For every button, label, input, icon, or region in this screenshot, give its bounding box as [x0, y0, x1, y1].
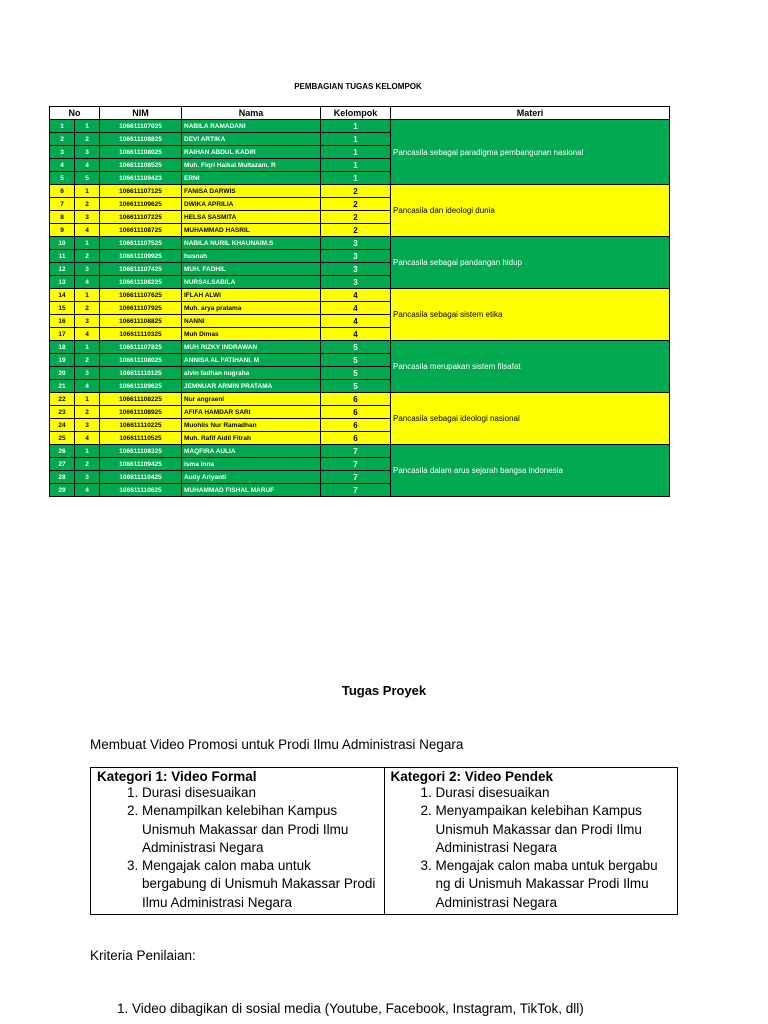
cell-no: 4 — [50, 159, 75, 172]
cell-sub: 4 — [75, 432, 100, 445]
criteria-list — [90, 1001, 584, 1016]
cell-kelompok: 5 — [321, 380, 391, 393]
cell-sub: 3 — [75, 471, 100, 484]
cell-kelompok: 2 — [321, 211, 391, 224]
cell-nama: isma inna — [182, 458, 321, 471]
cell-nim: 106611108325 — [100, 445, 182, 458]
table-row — [50, 120, 670, 133]
cell-kelompok: 3 — [321, 263, 391, 276]
cell-kelompok: 7 — [321, 484, 391, 497]
cell-nama: NABILA RAMADANI — [182, 120, 321, 133]
cell-nama: HELSA SASMITA — [182, 211, 321, 224]
cell-nim: 106611109423 — [100, 172, 182, 185]
cell-kelompok: 4 — [321, 289, 391, 302]
cell-kelompok: 3 — [321, 250, 391, 263]
cell-sub: 1 — [75, 393, 100, 406]
cell-sub: 1 — [75, 120, 100, 133]
category-2-list — [391, 784, 672, 912]
cell-no: 29 — [50, 484, 75, 497]
cell-sub: 2 — [75, 302, 100, 315]
cell-nama: RAIHAN ABDUL KADIR — [182, 146, 321, 159]
cell-nama: DWIKA APRILIA — [182, 198, 321, 211]
cell-kelompok: 4 — [321, 328, 391, 341]
cell-kelompok: 6 — [321, 393, 391, 406]
category-1-cell — [91, 768, 385, 915]
cell-nim: 106611108525 — [100, 159, 182, 172]
cell-no: 19 — [50, 354, 75, 367]
cell-nim: 106611107425 — [100, 263, 182, 276]
cell-sub: 4 — [75, 276, 100, 289]
cell-no: 23 — [50, 406, 75, 419]
cell-nama: Muohlis Nur Ramadhan — [182, 419, 321, 432]
category-1-list — [97, 784, 378, 912]
cell-sub: 3 — [75, 211, 100, 224]
list-item: 3. Mengajak calon maba untuk bergabung di Unismuh Makassar Prodi Ilmu Administrasi Negara — [142, 857, 378, 912]
cell-kelompok: 3 — [321, 276, 391, 289]
cell-no: 8 — [50, 211, 75, 224]
table-row — [50, 185, 670, 198]
cell-kelompok: 1 — [321, 172, 391, 185]
cell-nama: ERNI — [182, 172, 321, 185]
cell-sub: 3 — [75, 367, 100, 380]
cell-sub: 1 — [75, 237, 100, 250]
cell-nama: FANISA DARWIS — [182, 185, 321, 198]
cell-no: 21 — [50, 380, 75, 393]
cell-sub: 2 — [75, 133, 100, 146]
cell-kelompok: 7 — [321, 445, 391, 458]
cell-nim: 106611110225 — [100, 419, 182, 432]
cell-nim: 106611107925 — [100, 302, 182, 315]
cell-no: 22 — [50, 393, 75, 406]
list-item: 1. Durasi disesuaikan — [142, 784, 378, 802]
cell-nim: 106611107825 — [100, 341, 182, 354]
cell-sub: 3 — [75, 419, 100, 432]
cell-no: 10 — [50, 237, 75, 250]
cell-kelompok: 6 — [321, 432, 391, 445]
cell-nama: Muh Dimas — [182, 328, 321, 341]
project-intro: Membuat Video Promosi untuk Prodi Ilmu Administrasi Negara — [90, 737, 464, 752]
cell-nim: 106611109925 — [100, 250, 182, 263]
cell-no: 13 — [50, 276, 75, 289]
cell-kelompok: 7 — [321, 471, 391, 484]
cell-nama: MUHAMMAD FISHAL MARUF — [182, 484, 321, 497]
category-2-heading: Kategori 2: Video Pendek — [390, 769, 554, 784]
cell-nim: 106611109425 — [100, 458, 182, 471]
cell-kelompok: 4 — [321, 302, 391, 315]
cell-no: 28 — [50, 471, 75, 484]
cell-sub: 2 — [75, 458, 100, 471]
document-title: PEMBAGIAN TUGAS KELOMPOK — [294, 82, 422, 91]
cell-no: 9 — [50, 224, 75, 237]
cell-nim: 106611108725 — [100, 224, 182, 237]
cell-nama: NANNI — [182, 315, 321, 328]
cell-kelompok: 4 — [321, 315, 391, 328]
cell-kelompok: 2 — [321, 185, 391, 198]
cell-nim: 106611107525 — [100, 237, 182, 250]
cell-kelompok: 7 — [321, 458, 391, 471]
cell-materi: Pancasila sebagai ideologi nasional — [391, 393, 670, 445]
cell-no: 24 — [50, 419, 75, 432]
cell-nim: 106611110525 — [100, 432, 182, 445]
cell-nim: 106611107125 — [100, 185, 182, 198]
cell-nama: JEMNUAR ARMIN PRATAMA — [182, 380, 321, 393]
cell-kelompok: 1 — [321, 133, 391, 146]
cell-sub: 2 — [75, 250, 100, 263]
cell-materi: Pancasila sebagai sistem etika — [391, 289, 670, 341]
cell-nim: 106611108925 — [100, 406, 182, 419]
cell-nama: Audy Ariyanti — [182, 471, 321, 484]
header-nama: Nama — [182, 107, 321, 120]
cell-kelompok: 1 — [321, 146, 391, 159]
cell-sub: 1 — [75, 445, 100, 458]
cell-sub: 5 — [75, 172, 100, 185]
category-table — [90, 767, 678, 915]
cell-sub: 3 — [75, 315, 100, 328]
cell-nama: ANNISA AL FATIHANI. M — [182, 354, 321, 367]
cell-no: 1 — [50, 120, 75, 133]
cell-kelompok: 2 — [321, 224, 391, 237]
cell-no: 18 — [50, 341, 75, 354]
table-header-row — [50, 107, 670, 120]
cell-no: 17 — [50, 328, 75, 341]
cell-sub: 3 — [75, 146, 100, 159]
table-row — [50, 289, 670, 302]
header-no: No — [50, 107, 100, 120]
cell-no: 27 — [50, 458, 75, 471]
table-row — [50, 237, 670, 250]
cell-nim: 106611110425 — [100, 471, 182, 484]
cell-nim: 106611108025 — [100, 146, 182, 159]
cell-sub: 4 — [75, 328, 100, 341]
cell-sub: 4 — [75, 224, 100, 237]
cell-sub: 4 — [75, 484, 100, 497]
cell-nim: 106611109625 — [100, 198, 182, 211]
cell-kelompok: 3 — [321, 237, 391, 250]
cell-nama: Muh. Rafif Aidil Fitrah — [182, 432, 321, 445]
cell-nim: 106611108225 — [100, 276, 182, 289]
category-1-heading: Kategori 1: Video Formal — [97, 769, 257, 784]
cell-nim: 106611107025 — [100, 120, 182, 133]
cell-nama: alvin fadhan nugraha — [182, 367, 321, 380]
cell-sub: 1 — [75, 185, 100, 198]
cell-materi: Pancasila sebagai pandangan hidup — [391, 237, 670, 289]
cell-sub: 2 — [75, 406, 100, 419]
table-row — [50, 341, 670, 354]
cell-nama: MUHAMMAD HASRIL — [182, 224, 321, 237]
cell-no: 26 — [50, 445, 75, 458]
cell-nama: MUH RIZKY INDRAWAN — [182, 341, 321, 354]
cell-nama: IFLAH ALWI — [182, 289, 321, 302]
cell-sub: 3 — [75, 263, 100, 276]
cell-kelompok: 1 — [321, 159, 391, 172]
cell-kelompok: 6 — [321, 406, 391, 419]
cell-no: 15 — [50, 302, 75, 315]
cell-nim: 106611108225 — [100, 393, 182, 406]
cell-kelompok: 5 — [321, 354, 391, 367]
cell-no: 25 — [50, 432, 75, 445]
cell-nama: NURSALSABILA — [182, 276, 321, 289]
cell-sub: 4 — [75, 380, 100, 393]
cell-nim: 106611108825 — [100, 315, 182, 328]
cell-nama: husnah — [182, 250, 321, 263]
cell-nim: 106611108825 — [100, 133, 182, 146]
cell-no: 2 — [50, 133, 75, 146]
cell-sub: 4 — [75, 159, 100, 172]
cell-nim: 106611110325 — [100, 328, 182, 341]
cell-kelompok: 2 — [321, 198, 391, 211]
cell-no: 14 — [50, 289, 75, 302]
table-row — [50, 445, 670, 458]
cell-no: 20 — [50, 367, 75, 380]
list-item: 2. Menampilkan kelebihan Kampus Unismuh Makassar dan Prodi Ilmu Administrasi Negara — [142, 802, 378, 857]
cell-nama: Muh. Fiqri Haikal Multazam. R — [182, 159, 321, 172]
category-2-cell — [384, 768, 678, 915]
list-item: 2. Menyampaikan kelebihan Kampus Unismuh Makassar dan Prodi Ilmu Administrasi Negara — [436, 802, 672, 857]
cell-kelompok: 5 — [321, 367, 391, 380]
cell-no: 12 — [50, 263, 75, 276]
criteria-label: Kriteria Penilaian: — [90, 948, 196, 963]
group-table-body — [50, 120, 670, 497]
cell-sub: 2 — [75, 198, 100, 211]
header-materi: Materi — [391, 107, 670, 120]
cell-materi: Pancasila dalam arus sejarah bangsa indonesia — [391, 445, 670, 497]
cell-nama: AFIFA HAMDAR SARI — [182, 406, 321, 419]
cell-nim: 106611107625 — [100, 289, 182, 302]
cell-nama: MAQFIRA AULIA — [182, 445, 321, 458]
cell-nama: Muh. arya pratama — [182, 302, 321, 315]
cell-nim: 106611108025 — [100, 354, 182, 367]
cell-no: 6 — [50, 185, 75, 198]
cell-no: 3 — [50, 146, 75, 159]
cell-nama: Nur angraeni — [182, 393, 321, 406]
cell-materi: Pancasila merupakan sistem filsafat — [391, 341, 670, 393]
cell-nim: 106611107225 — [100, 211, 182, 224]
project-title: Tugas Proyek — [341, 683, 427, 698]
cell-kelompok: 5 — [321, 341, 391, 354]
cell-materi: Pancasila dan ideologi dunia — [391, 185, 670, 237]
cell-nim: 106611110625 — [100, 484, 182, 497]
cell-sub: 2 — [75, 354, 100, 367]
table-row — [50, 393, 670, 406]
cell-nama: NABILA NURIL KHAUNAIM.S — [182, 237, 321, 250]
cell-nim: 106611109625 — [100, 380, 182, 393]
group-table — [49, 106, 670, 497]
cell-no: 7 — [50, 198, 75, 211]
cell-no: 16 — [50, 315, 75, 328]
header-kelompok: Kelompok — [321, 107, 391, 120]
criteria-item: 1. Video dibagikan di sosial media (Youtube, Facebook, Instagram, TikTok, dll) — [132, 1001, 584, 1016]
cell-nim: 106611110125 — [100, 367, 182, 380]
cell-no: 11 — [50, 250, 75, 263]
cell-sub: 1 — [75, 289, 100, 302]
cell-kelompok: 6 — [321, 419, 391, 432]
list-item: 1. Durasi disesuaikan — [436, 784, 672, 802]
cell-nama: DEVI ARTIKA — [182, 133, 321, 146]
cell-sub: 1 — [75, 341, 100, 354]
header-nim: NIM — [100, 107, 182, 120]
cell-materi: Pancasila sebagai paradigma pembangunan nasional — [391, 120, 670, 185]
cell-no: 5 — [50, 172, 75, 185]
cell-kelompok: 1 — [321, 120, 391, 133]
list-item: 3. Mengajak calon maba untuk bergabu ng di Unismuh Makassar Prodi Ilmu Administrasi Negara — [436, 857, 672, 912]
cell-nama: MUH. FADHIL — [182, 263, 321, 276]
